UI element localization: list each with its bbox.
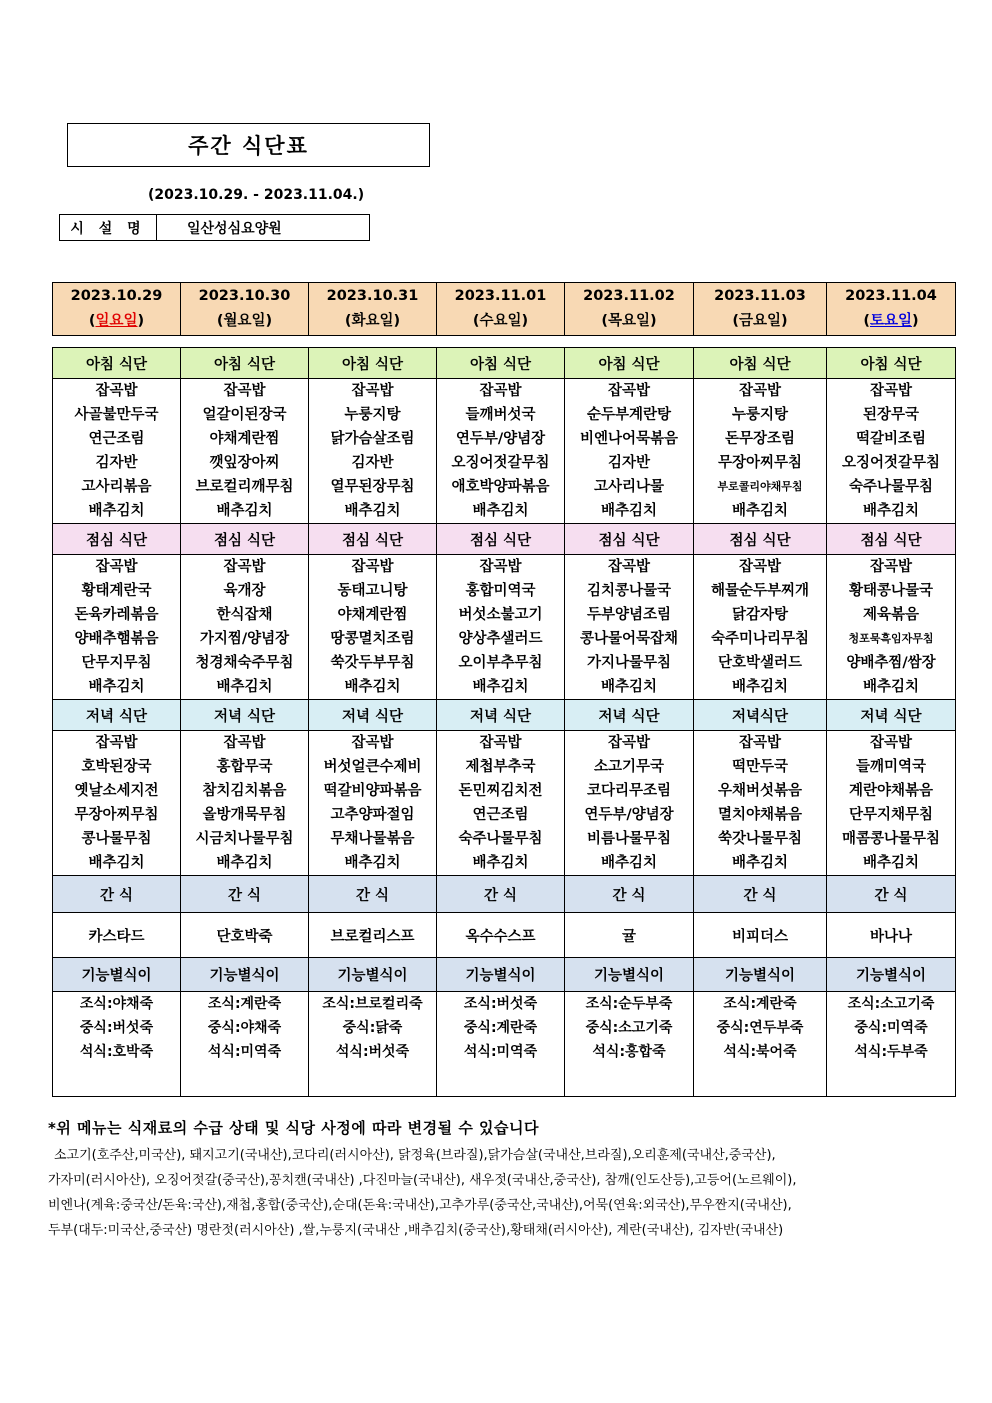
menu-item: 무채나물볶음: [330, 831, 415, 847]
snack-header: 간 식: [565, 876, 694, 913]
menu-item: 잡곡밥: [607, 735, 651, 751]
menu-item: 콩나물어묵잡채: [579, 631, 679, 647]
menu-item: 계란야채볶음: [848, 783, 934, 799]
menu-item: 배추김치: [472, 679, 529, 695]
day-of-week-label: 금요일: [738, 313, 782, 329]
menu-item: 누룽지탕: [344, 407, 401, 423]
porridge-item: 석식:북어죽: [723, 1044, 797, 1060]
menu-item: 잡곡밥: [351, 559, 394, 575]
porridge-item: 조식:브로컬리죽: [322, 996, 423, 1012]
breakfast-header: 아침 식단: [437, 348, 565, 379]
breakfast-header-row: [53, 348, 956, 379]
day-date: 2023.11.01: [454, 288, 547, 304]
menu-item: 홍합미역국: [465, 583, 536, 599]
menu-item: 오징어젓갈무침: [451, 455, 550, 471]
menu-item: 잡곡밥: [479, 383, 522, 399]
menu-item: 무장아찌무침: [74, 807, 159, 823]
menu-item: 잡곡밥: [607, 383, 651, 399]
porridge-item: 중식:계란죽: [463, 1020, 538, 1036]
snack-header: 간 식: [181, 876, 309, 913]
lunch-header-row: [53, 524, 956, 555]
menu-item: 배추김치: [88, 679, 145, 695]
menu-item: 양배추찜/쌈장: [846, 655, 936, 671]
porridge-item: 석식:버섯죽: [335, 1044, 410, 1060]
menu-item: 연근조림: [88, 431, 145, 447]
lunch-header: 점심 식단: [565, 524, 694, 555]
porridge-item: 조식:계란죽: [723, 996, 797, 1012]
dinner-header-row: [53, 700, 956, 731]
breakfast-header: 아침 식단: [309, 348, 437, 379]
snack-header: 간 식: [437, 876, 565, 913]
menu-item: 순두부계란탕: [586, 407, 672, 423]
menu-item: 김자반: [351, 455, 394, 471]
dinner-cell: [694, 731, 827, 876]
menu-item: 오이부추무침: [458, 655, 543, 671]
menu-item: 우채버섯볶음: [717, 783, 803, 799]
menu-item: 사골불만두국: [74, 407, 159, 423]
functional-diet-cell: [694, 992, 827, 1097]
breakfast-row: [53, 379, 956, 524]
menu-item: 배추김치: [862, 679, 920, 695]
menu-item: 연근조림: [472, 807, 529, 823]
day-header-cell: [181, 283, 309, 336]
menu-item: 동태고니탕: [337, 583, 408, 599]
menu-item: 배추김치: [344, 855, 401, 871]
day-of-week: (일요일): [88, 313, 145, 329]
snack-item: 귤: [565, 913, 694, 958]
snack-item: 바나나: [827, 913, 956, 958]
menu-item: 잡곡밥: [95, 735, 138, 751]
menu-item: 호박된장국: [81, 759, 152, 775]
functional-diet-cell: [309, 992, 437, 1097]
menu-item: 배추김치: [88, 855, 145, 871]
menu-item: 홍합무국: [216, 759, 273, 775]
menu-item: 야채계란찜: [337, 607, 408, 623]
menu-item: 고사리볶음: [81, 479, 152, 495]
porridge-item: 조식:계란죽: [207, 996, 282, 1012]
menu-item: 애호박양파볶음: [451, 479, 550, 495]
menu-item: 들깨미역국: [855, 759, 927, 775]
menu-item: 가지찜/양념장: [199, 631, 290, 647]
porridge-item: 석식:호박죽: [79, 1044, 154, 1060]
menu-item: 양상추샐러드: [458, 631, 543, 647]
menu-item: 야채계란찜: [209, 431, 280, 447]
porridge-item: 조식:순두부죽: [585, 996, 673, 1012]
porridge-item: 석식:두부죽: [854, 1044, 928, 1060]
breakfast-cell: [827, 379, 956, 524]
menu-item: 배추김치: [600, 503, 658, 519]
lunch-header: 점심 식단: [181, 524, 309, 555]
snack-item: 옥수수스프: [437, 913, 565, 958]
menu-item: 올방개묵무침: [202, 807, 287, 823]
dinner-header: 저녁 식단: [181, 700, 309, 731]
menu-item: 김자반: [607, 455, 651, 471]
breakfast-cell: [181, 379, 309, 524]
dinner-header: 저녁 식단: [827, 700, 956, 731]
menu-item: 잡곡밥: [869, 383, 913, 399]
snack-item: 브로컬리스프: [309, 913, 437, 958]
notes-section: [48, 1117, 948, 1243]
functional-diet-row: [53, 992, 956, 1097]
breakfast-cell: [437, 379, 565, 524]
day-date: 2023.10.31: [326, 288, 419, 304]
menu-item: 단무지무침: [81, 655, 152, 671]
porridge-item: 조식:소고기죽: [847, 996, 935, 1012]
porridge-item: 조식:버섯죽: [463, 996, 538, 1012]
lunch-header: 점심 식단: [437, 524, 565, 555]
menu-item: 배추김치: [344, 503, 401, 519]
breakfast-cell: [53, 379, 181, 524]
breakfast-header: 아침 식단: [53, 348, 181, 379]
menu-item: 숙주미나리무침: [710, 631, 810, 647]
menu-item: 배추김치: [216, 503, 273, 519]
menu-period: (2023.10.29. - 2023.11.04.): [148, 187, 365, 203]
lunch-row: [53, 555, 956, 700]
dinner-header: 저녁 식단: [53, 700, 181, 731]
dinner-header: 저녁 식단: [565, 700, 694, 731]
functional-diet-header: 기능별식이: [827, 958, 956, 992]
functional-diet-header: 기능별식이: [309, 958, 437, 992]
menu-item: 잡곡밥: [738, 383, 782, 399]
snack-item: 비피더스: [694, 913, 827, 958]
dinner-header: 저녁 식단: [437, 700, 565, 731]
snack-header: 간 식: [309, 876, 437, 913]
menu-item: 무장아찌무침: [717, 455, 803, 471]
menu-item: 코다리무조림: [586, 783, 672, 799]
dinner-cell: [181, 731, 309, 876]
dinner-cell: [437, 731, 565, 876]
menu-item: 떡갈비조림: [855, 431, 927, 447]
menu-item: 들깨버섯국: [465, 407, 536, 423]
menu-item: 배추김치: [472, 503, 529, 519]
porridge-item: 석식:미역죽: [207, 1044, 282, 1060]
page-title: 주간 식단표: [67, 123, 430, 167]
menu-item: 김치콩나물국: [586, 583, 672, 599]
day-of-week: (월요일): [216, 313, 273, 329]
day-header-cell: [694, 283, 827, 336]
menu-item: 콩나물무침: [81, 831, 152, 847]
day-date: 2023.11.03: [714, 288, 806, 304]
menu-item: 황태콩나물국: [848, 583, 934, 599]
day-date: 2023.11.02: [583, 288, 675, 304]
menu-item: 열무된장무침: [330, 479, 415, 495]
porridge-item: 중식:연두부죽: [716, 1020, 804, 1036]
breakfast-header: 아침 식단: [827, 348, 956, 379]
menu-item: 고추양파절임: [330, 807, 415, 823]
menu-item: 잡곡밥: [351, 383, 394, 399]
menu-item: 배추김치: [731, 855, 789, 871]
menu-item: 청포묵흑임자무침: [848, 632, 934, 645]
menu-item: 소고기무국: [593, 759, 665, 775]
day-header-cell: [53, 283, 181, 336]
origin-line: 두부(대두:미국산,중국산) 명란젓(러시아산) ,쌀,누룽지(국내산 ,배추김치(중국산),황태채(러시아산), 계란(국내산), 김자반(국내산): [48, 1223, 784, 1238]
menu-item: 배추김치: [88, 503, 145, 519]
lunch-cell: [565, 555, 694, 700]
menu-item: 떡만두국: [731, 759, 789, 775]
menu-item: 청경채숙주무침: [195, 655, 294, 671]
menu-item: 잡곡밥: [869, 559, 913, 575]
breakfast-header: 아침 식단: [694, 348, 827, 379]
menu-item: 단무지채무침: [848, 807, 934, 823]
menu-item: 배추김치: [600, 855, 658, 871]
menu-item: 배추김치: [731, 503, 789, 519]
functional-diet-cell: [181, 992, 309, 1097]
menu-item: 된장무국: [862, 407, 920, 423]
menu-item: 잡곡밥: [479, 559, 522, 575]
menu-item: 버섯얼큰수제비: [323, 759, 422, 775]
menu-item: 버섯소불고기: [458, 607, 543, 623]
menu-item: 브로컬리깨무침: [195, 479, 294, 495]
menu-item: 잡곡밥: [351, 735, 394, 751]
menu-item: 배추김치: [862, 503, 920, 519]
menu-item: 잡곡밥: [95, 383, 138, 399]
breakfast-header: 아침 식단: [181, 348, 309, 379]
functional-diet-header: 기능별식이: [181, 958, 309, 992]
menu-item: 땅콩멸치조림: [330, 631, 415, 647]
menu-change-notice: *위 메뉴는 식재료의 수급 상태 및 식당 사정에 따라 변경될 수 있습니다: [48, 1119, 540, 1137]
menu-item: 비엔나어묵볶음: [579, 431, 679, 447]
menu-item: 잡곡밥: [738, 559, 782, 575]
day-of-week-label: 토요일: [869, 313, 913, 329]
dinner-header: 저녁 식단: [309, 700, 437, 731]
snack-header: 간 식: [694, 876, 827, 913]
menu-item: 닭감자탕: [731, 607, 789, 623]
day-of-week: (목요일): [601, 313, 657, 329]
facility-box: [59, 214, 370, 241]
menu-item: 김자반: [95, 455, 138, 471]
menu-item: 배추김치: [344, 679, 401, 695]
menu-item: 고사리나물: [593, 479, 665, 495]
menu-item: 한식잡채: [216, 607, 273, 623]
menu-item: 잡곡밥: [607, 559, 651, 575]
porridge-item: 석식:미역죽: [463, 1044, 538, 1060]
menu-item: 멸치야채볶음: [717, 807, 803, 823]
dinner-cell: [827, 731, 956, 876]
porridge-item: 중식:미역죽: [854, 1020, 928, 1036]
porridge-item: 중식:닭죽: [342, 1020, 403, 1036]
snack-header-row: [53, 876, 956, 913]
menu-item: 돈민찌김치전: [458, 783, 543, 799]
menu-item: 제육볶음: [862, 607, 920, 623]
lunch-cell: [827, 555, 956, 700]
day-of-week-label: 화요일: [351, 313, 394, 329]
day-of-week-label: 수요일: [479, 313, 522, 329]
date-header-table: [52, 282, 956, 336]
day-header-cell: [827, 283, 956, 336]
day-header-cell: [309, 283, 437, 336]
menu-item: 잡곡밥: [223, 559, 266, 575]
day-header-cell: [437, 283, 565, 336]
dinner-header: 저녁식단: [694, 700, 827, 731]
menu-item: 얼갈이된장국: [202, 407, 287, 423]
snack-header: 간 식: [53, 876, 181, 913]
lunch-cell: [181, 555, 309, 700]
origin-line: 소고기(호주산,미국산), 돼지고기(국내산),코다리(러시아산), 닭정육(브라질),닭가슴살(국내산,브라질),오리훈제(국내산,중국산),: [54, 1148, 776, 1163]
day-of-week-label: 월요일: [223, 313, 266, 329]
menu-item: 잡곡밥: [869, 735, 913, 751]
day-of-week: (수요일): [472, 313, 529, 329]
menu-item: 배추김치: [216, 679, 273, 695]
functional-diet-header: 기능별식이: [437, 958, 565, 992]
lunch-header: 점심 식단: [309, 524, 437, 555]
dinner-row: [53, 731, 956, 876]
snack-row: [53, 913, 956, 958]
menu-item: 매콤콩나물무침: [841, 831, 941, 847]
snack-item: 단호박죽: [181, 913, 309, 958]
snack-header: 간 식: [827, 876, 956, 913]
dinner-cell: [309, 731, 437, 876]
lunch-cell: [53, 555, 181, 700]
lunch-header: 점심 식단: [53, 524, 181, 555]
menu-item: 돈육카레볶음: [74, 607, 159, 623]
menu-item: 육개장: [223, 583, 266, 599]
breakfast-cell: [694, 379, 827, 524]
menu-item: 해물순두부찌개: [710, 583, 810, 599]
day-date: 2023.10.29: [70, 288, 163, 304]
porridge-item: 중식:야채죽: [207, 1020, 282, 1036]
dinner-cell: [565, 731, 694, 876]
menu-item: 시금치나물무침: [195, 831, 294, 847]
functional-diet-cell: [437, 992, 565, 1097]
menu-item: 제첩부추국: [465, 759, 536, 775]
breakfast-header: 아침 식단: [565, 348, 694, 379]
day-of-week: (금요일): [732, 313, 788, 329]
menu-item: 부로콜리야채무침: [717, 480, 803, 493]
menu-item: 잡곡밥: [479, 735, 522, 751]
menu-item: 깻잎장아찌: [209, 455, 280, 471]
functional-diet-cell: [565, 992, 694, 1097]
porridge-item: 중식:소고기죽: [585, 1020, 673, 1036]
menu-item: 잡곡밥: [223, 383, 266, 399]
day-of-week: (화요일): [344, 313, 401, 329]
menu-item: 두부양념조림: [586, 607, 672, 623]
snack-item: 카스타드: [53, 913, 181, 958]
lunch-cell: [694, 555, 827, 700]
menu-item: 가지나물무침: [586, 655, 672, 671]
porridge-item: 석식:홍합죽: [592, 1044, 666, 1060]
day-of-week-label: 목요일: [607, 313, 651, 329]
porridge-item: 중식:버섯죽: [79, 1020, 154, 1036]
lunch-cell: [309, 555, 437, 700]
menu-item: 비름나물무침: [586, 831, 672, 847]
menu-item: 쑥갓두부무침: [330, 655, 415, 671]
lunch-header: 점심 식단: [694, 524, 827, 555]
menu-item: 잡곡밥: [223, 735, 266, 751]
porridge-item: 조식:야채죽: [79, 996, 154, 1012]
date-row: [53, 283, 956, 336]
menu-item: 잡곡밥: [95, 559, 138, 575]
menu-item: 단호박샐러드: [717, 655, 803, 671]
weekly-menu-table: [52, 347, 956, 1097]
menu-item: 누룽지탕: [731, 407, 789, 423]
menu-item: 배추김치: [862, 855, 920, 871]
menu-item: 양배추햄볶음: [74, 631, 159, 647]
menu-item: 닭가슴살조림: [330, 431, 415, 447]
menu-item: 돈무장조림: [724, 431, 796, 447]
menu-item: 오징어젓갈무침: [841, 455, 941, 471]
facility-name: 일산성심요양원: [187, 220, 282, 237]
functional-diet-header: 기능별식이: [694, 958, 827, 992]
breakfast-cell: [565, 379, 694, 524]
origin-line: 가자미(러시아산), 오징어젓갈(중국산),꽁치캔(국내산) ,다진마늘(국내산), 새우젓(국내산,중국산), 참깨(인도산등),고등어(노르웨이),: [48, 1173, 797, 1188]
menu-item: 숙주나물무침: [848, 479, 934, 495]
breakfast-cell: [309, 379, 437, 524]
menu-item: 배추김치: [216, 855, 273, 871]
origin-line: 비엔나(계육:중국산/돈육:국산),재첩,홍합(중국산),순대(돈육:국내산),고추가루(중국산,국내산),어묵(연육:외국산),무우짠지(국내산),: [48, 1198, 792, 1213]
menu-item: 황태계란국: [81, 583, 152, 599]
menu-item: 옛날소세지전: [74, 783, 159, 799]
menu-item: 숙주나물무침: [458, 831, 543, 847]
functional-diet-header-row: [53, 958, 956, 992]
lunch-cell: [437, 555, 565, 700]
menu-item: 떡갈비양파볶음: [323, 783, 422, 799]
day-date: 2023.11.04: [845, 288, 937, 304]
functional-diet-cell: [827, 992, 956, 1097]
day-header-cell: [565, 283, 694, 336]
menu-item: 연두부/양념장: [455, 431, 546, 447]
menu-item: 참치김치볶음: [202, 783, 287, 799]
day-of-week-label: 일요일: [95, 313, 138, 329]
day-date: 2023.10.30: [198, 288, 291, 304]
menu-item: 배추김치: [600, 679, 658, 695]
day-of-week: (토요일): [863, 313, 919, 329]
functional-diet-header: 기능별식이: [565, 958, 694, 992]
dinner-cell: [53, 731, 181, 876]
menu-item: 배추김치: [731, 679, 789, 695]
menu-item: 쑥갓나물무침: [717, 831, 803, 847]
functional-diet-header: 기능별식이: [53, 958, 181, 992]
menu-item: 잡곡밥: [738, 735, 782, 751]
functional-diet-cell: [53, 992, 181, 1097]
facility-label: 시 설 명: [60, 215, 157, 240]
lunch-header: 점심 식단: [827, 524, 956, 555]
menu-item: 연두부/양념장: [584, 807, 674, 823]
menu-item: 배추김치: [472, 855, 529, 871]
